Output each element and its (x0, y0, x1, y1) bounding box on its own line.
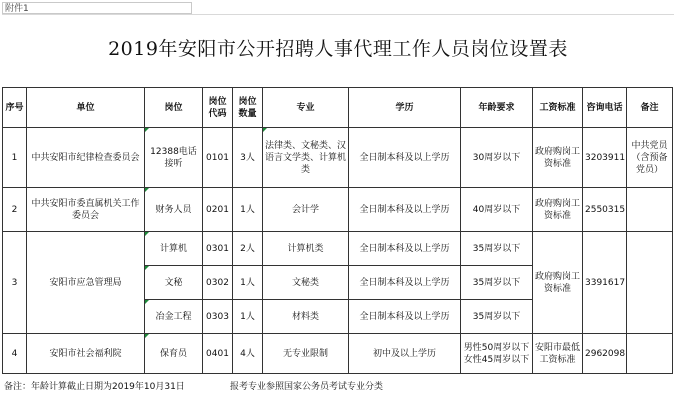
cell-education: 全日制本科及以上学历 (349, 300, 461, 334)
header-note: 备注 (627, 88, 673, 128)
header-education: 学历 (349, 88, 461, 128)
cell-unit: 安阳市社会福利院 (27, 334, 145, 374)
cell-age: 男性50周岁以下女性45周岁以下 (461, 334, 533, 374)
position-table (2, 87, 673, 374)
cell-no: 4 (3, 334, 27, 374)
cell-salary: 政府购岗工资标准 (533, 232, 583, 334)
cell-salary: 政府购岗工资标准 (533, 128, 583, 188)
cell-post: 计算机 (145, 232, 203, 266)
cell-phone: 3391617 (583, 232, 627, 334)
cell-major: 计算机类 (263, 232, 349, 266)
cell-code: 0201 (203, 188, 233, 232)
cell-phone: 2962098 (583, 334, 627, 374)
attachment-label: 附件1 (2, 2, 192, 14)
cell-code: 0301 (203, 232, 233, 266)
cell-age: 35周岁以下 (461, 300, 533, 334)
cell-code: 0302 (203, 266, 233, 300)
header-post: 岗位 (145, 88, 203, 128)
cell-unit: 中共安阳市委直属机关工作委员会 (27, 188, 145, 232)
header-major: 专业 (263, 88, 349, 128)
header-salary: 工资标准 (533, 88, 583, 128)
cell-note (627, 334, 673, 374)
cell-age: 35周岁以下 (461, 266, 533, 300)
cell-code: 0401 (203, 334, 233, 374)
cell-count: 1人 (233, 188, 263, 232)
cell-salary: 政府购岗工资标准 (533, 188, 583, 232)
header-unit: 单位 (27, 88, 145, 128)
table-row (3, 188, 673, 232)
table-row (3, 128, 673, 188)
sheet-gridline (2, 14, 674, 15)
cell-post: 财务人员 (145, 188, 203, 232)
cell-count: 1人 (233, 266, 263, 300)
cell-education: 全日制本科及以上学历 (349, 266, 461, 300)
cell-age: 40周岁以下 (461, 188, 533, 232)
header-code: 岗位代码 (203, 88, 233, 128)
cell-education: 初中及以上学历 (349, 334, 461, 374)
cell-education: 全日制本科及以上学历 (349, 232, 461, 266)
cell-salary: 安阳市最低工资标准 (533, 334, 583, 374)
header-no: 序号 (3, 88, 27, 128)
cell-count: 3人 (233, 128, 263, 188)
cell-education: 全日制本科及以上学历 (349, 128, 461, 188)
cell-unit: 中共安阳市纪律检查委员会 (27, 128, 145, 188)
header-phone: 咨询电话 (583, 88, 627, 128)
cell-no: 2 (3, 188, 27, 232)
cell-post: 文秘 (145, 266, 203, 300)
cell-age: 35周岁以下 (461, 232, 533, 266)
cell-education: 全日制本科及以上学历 (349, 188, 461, 232)
header-age: 年龄要求 (461, 88, 533, 128)
cell-note: 中共党员（含预备党员） (627, 128, 673, 188)
cell-major: 无专业限制 (263, 334, 349, 374)
table-row (3, 232, 673, 266)
cell-post: 保育员 (145, 334, 203, 374)
cell-phone: 2550315 (583, 188, 627, 232)
cell-code: 0101 (203, 128, 233, 188)
cell-no: 3 (3, 232, 27, 334)
cell-count: 1人 (233, 300, 263, 334)
cell-count: 2人 (233, 232, 263, 266)
cell-count: 4人 (233, 334, 263, 374)
table-row (3, 334, 673, 374)
footer-age-note: 备注：年龄计算截止日期为2019年10月31日 (4, 382, 185, 392)
cell-major: 材料类 (263, 300, 349, 334)
cell-phone: 3203911 (583, 128, 627, 188)
cell-no: 1 (3, 128, 27, 188)
cell-note (627, 232, 673, 334)
cell-note (627, 188, 673, 232)
table-header-row (3, 88, 673, 128)
footer-major-note: 报考专业参照国家公务员考试专业分类 (230, 382, 384, 392)
footer-notes (4, 380, 674, 394)
cell-major: 文秘类 (263, 266, 349, 300)
cell-post: 冶金工程 (145, 300, 203, 334)
cell-post: 12388电话接听 (145, 128, 203, 188)
cell-age: 30周岁以下 (461, 128, 533, 188)
cell-unit: 安阳市应急管理局 (27, 232, 145, 334)
cell-major: 会计学 (263, 188, 349, 232)
document-title: 2019年安阳市公开招聘人事代理工作人员岗位设置表 (108, 38, 568, 60)
cell-code: 0303 (203, 300, 233, 334)
cell-major: 法律类、文秘类、汉语言文学类、计算机类 (263, 128, 349, 188)
header-count: 岗位数量 (233, 88, 263, 128)
